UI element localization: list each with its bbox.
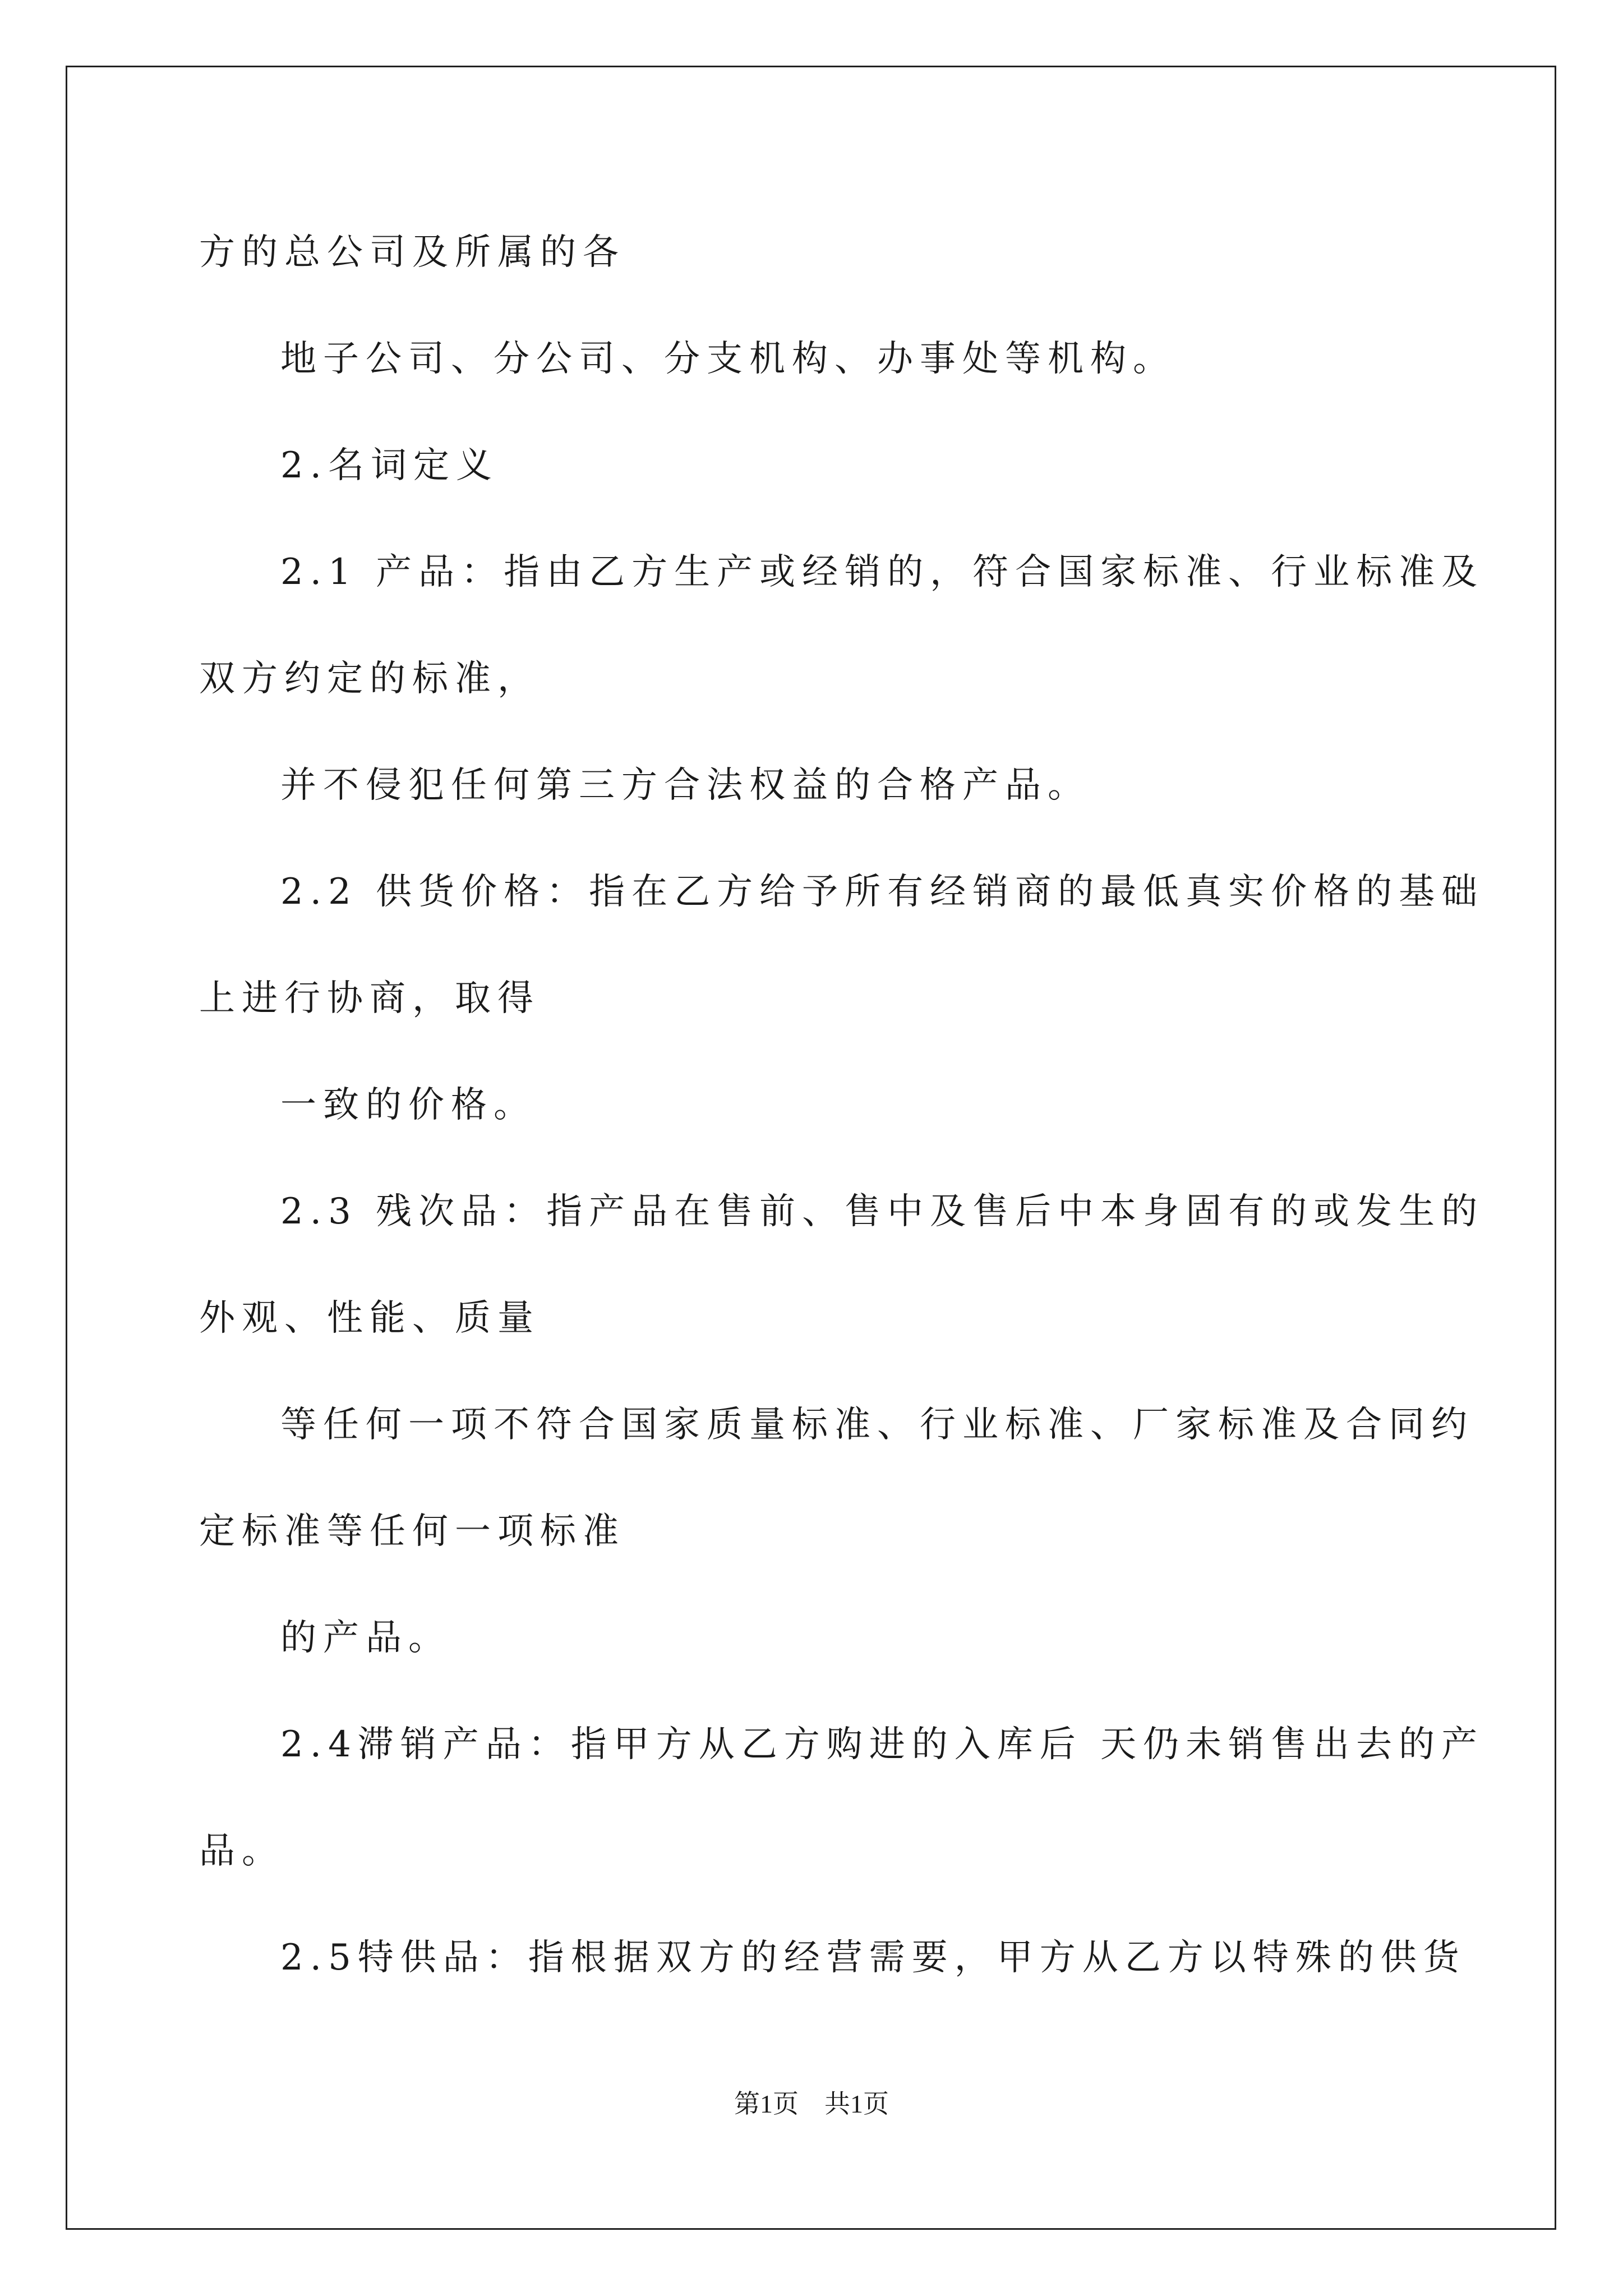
text-line: 2.1 产品：指由乙方生产或经销的，符合国家标准、行业标准及 xyxy=(280,551,1484,593)
text-line: 2.5特供品：指根据双方的经营需要，甲方从乙方以特殊的供货 xyxy=(280,1937,1466,1978)
section-heading: 2.名词定义 xyxy=(280,445,499,486)
page-number: 第1页 共1页 xyxy=(734,2090,889,2118)
text-line: 地子公司、分公司、分支机构、办事处等机构。 xyxy=(280,338,1175,380)
text-line: 上进行协商，取得 xyxy=(199,978,540,1019)
text-line: 的产品。 xyxy=(280,1617,451,1659)
text-line: 一致的价格。 xyxy=(280,1084,536,1126)
text-line: 2.2 供货价格：指在乙方给予所有经销商的最低真实价格的基础 xyxy=(280,871,1484,913)
document-body xyxy=(199,0,1484,2076)
text-line: 品。 xyxy=(199,1830,284,1872)
text-line: 2.4滞销产品：指甲方从乙方购进的入库后 天仍未销售出去的产 xyxy=(280,1724,1484,1765)
text-line: 等任何一项不符合国家质量标准、行业标准、厂家标准及合同约 xyxy=(280,1404,1474,1446)
text-line: 并不侵犯任何第三方合法权益的合格产品。 xyxy=(280,765,1090,806)
text-line: 定标准等任何一项标准 xyxy=(199,1511,625,1552)
text-line: 方的总公司及所属的各 xyxy=(199,232,625,273)
text-line: 外观、性能、质量 xyxy=(199,1297,540,1339)
text-line: 2.3 残次品：指产品在售前、售中及售后中本身固有的或发生的 xyxy=(280,1191,1484,1232)
text-line: 双方约定的标准， xyxy=(199,658,540,700)
